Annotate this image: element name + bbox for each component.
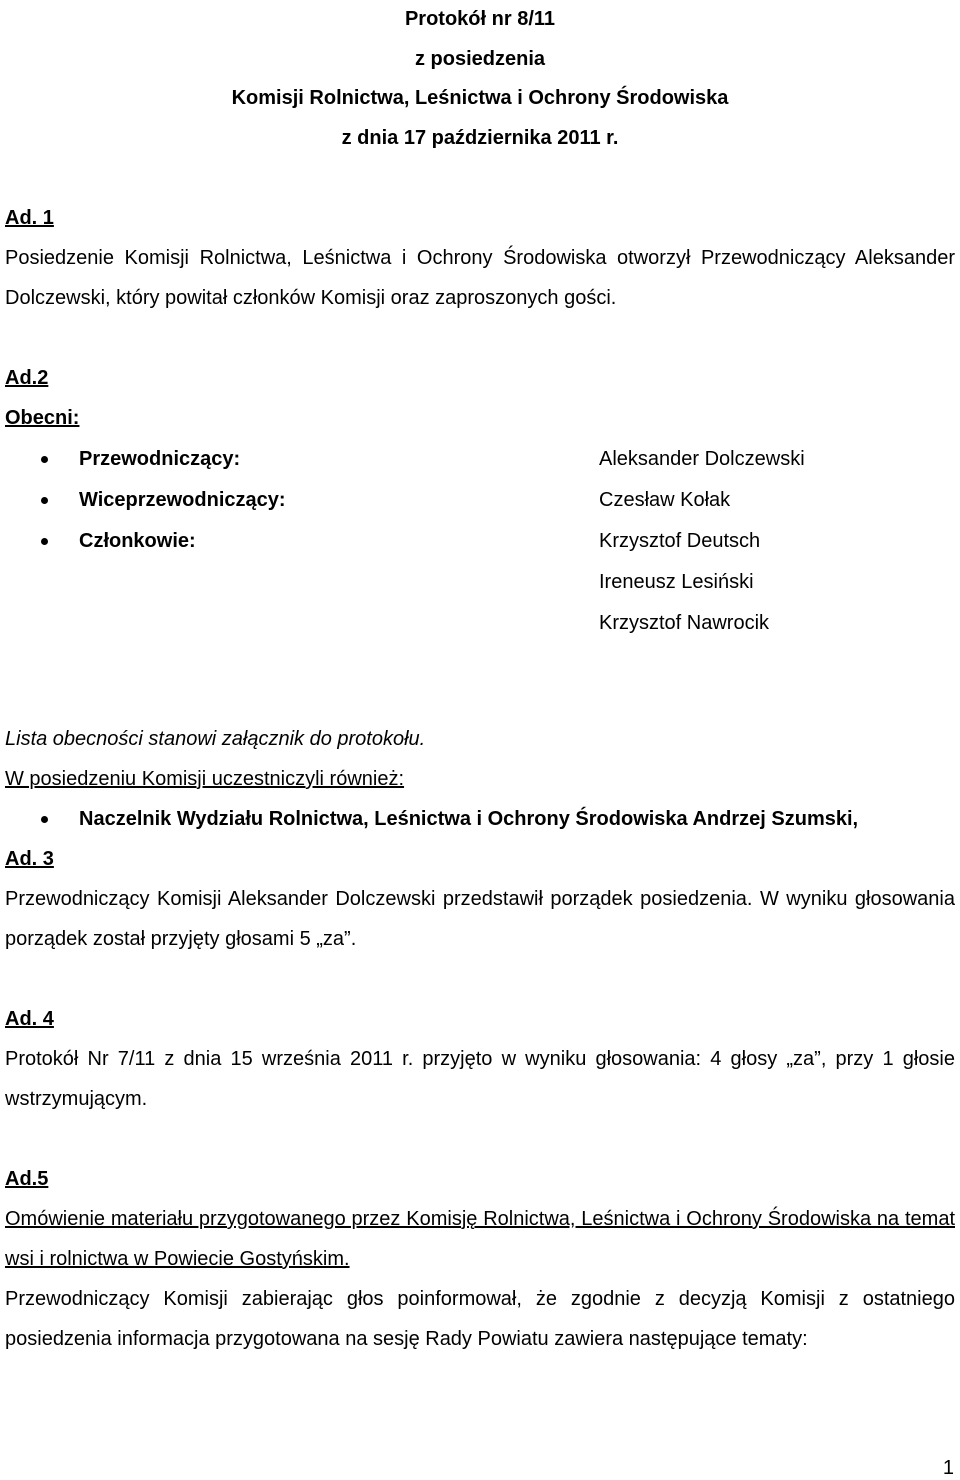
section-heading: Ad. 3	[5, 848, 54, 870]
member-name: Krzysztof Deutsch	[599, 530, 761, 552]
member-name: Aleksander Dolczewski	[599, 448, 805, 470]
present-label: Obecni:	[5, 407, 80, 429]
meeting-date: z dnia 17 października 2011 r.	[341, 126, 619, 149]
guest-name: Naczelnik Wydziału Rolnictwa, Leśnictwa i Ochrony Środowiska Andrzej Szumski,	[79, 808, 859, 830]
member-name: Ireneusz Lesiński	[599, 571, 754, 593]
committee-name: Komisji Rolnictwa, Leśnictwa i Ochrony Środowiska	[231, 87, 729, 109]
bullet-icon	[41, 816, 48, 823]
attendance-note: Lista obecności stanowi załącznik do protokołu.	[5, 728, 426, 750]
section-ad5	[5, 1159, 955, 1359]
list-item	[5, 521, 955, 562]
section-ad1	[5, 198, 955, 318]
section-heading: Ad.5	[5, 1168, 49, 1190]
section-text: Posiedzenie Komisji Rolnictwa, Leśnictwa i Ochrony Środowiska otworzył Przewodniczący Aleksander Dolczewski, który powitał członków Komisji oraz zaproszonych gości.	[5, 247, 955, 309]
bullet-icon	[41, 497, 48, 504]
section-heading: Ad.2	[5, 367, 49, 389]
list-item	[5, 603, 955, 644]
section-ad2	[5, 358, 955, 839]
section-ad4	[5, 999, 955, 1119]
protocol-subtitle: z posiedzenia	[414, 47, 546, 70]
member-name: Czesław Kołak	[599, 489, 731, 511]
protocol-title: Protokół nr 8/11	[404, 8, 556, 30]
list-item	[5, 439, 955, 480]
section-heading: Ad. 1	[5, 207, 54, 229]
document-page	[5, 0, 955, 1359]
guests-label: W posiedzeniu Komisji uczestniczyli również:	[5, 768, 405, 790]
section-text: Przewodniczący Komisji zabierając głos poinformował, że zgodnie z decyzją Komisji z ostatniego posiedzenia informacja przygotowana na sesję Rady Powiatu zawiera następujące tematy:	[5, 1288, 955, 1350]
section-text: Przewodniczący Komisji Aleksander Dolczewski przedstawił porządek posiedzenia. W wyniku głosowania porządek został przyjęty głosami 5 „za”.	[5, 888, 955, 950]
role-label: Przewodniczący:	[79, 448, 241, 470]
list-item	[5, 562, 955, 603]
attendance-list	[5, 439, 955, 644]
role-label: Członkowie:	[79, 530, 196, 552]
document-header	[5, 0, 955, 158]
section-topic: Omówienie materiału przygotowanego przez Komisję Rolnictwa, Leśnictwa i Ochrony Środowiska na temat wsi i rolnictwa w Powiecie Gostyńskim.	[5, 1208, 955, 1270]
bullet-icon	[41, 456, 48, 463]
page-number: 1	[942, 1457, 954, 1479]
list-item	[5, 480, 955, 521]
section-ad3	[5, 839, 955, 959]
section-text: Protokół Nr 7/11 z dnia 15 września 2011 r. przyjęto w wyniku głosowania: 4 głosy „za”, przy 1 głosie wstrzymującym.	[5, 1048, 955, 1110]
list-item	[5, 799, 955, 839]
role-label: Wiceprzewodniczący:	[79, 489, 286, 511]
section-heading: Ad. 4	[5, 1008, 54, 1030]
member-name: Krzysztof Nawrocik	[599, 612, 770, 634]
bullet-icon	[41, 538, 48, 545]
